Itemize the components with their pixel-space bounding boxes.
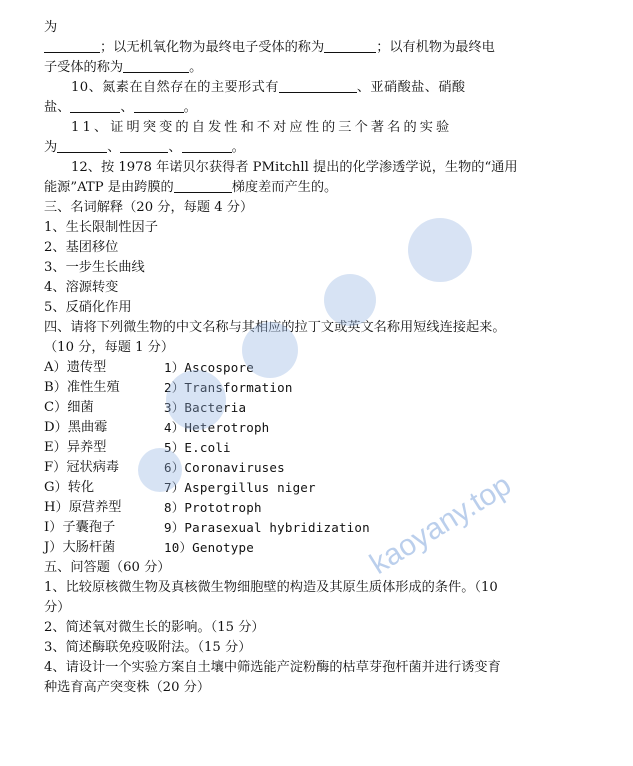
match-row bbox=[44, 538, 584, 558]
question-12 bbox=[44, 158, 584, 178]
match-row bbox=[44, 418, 584, 438]
text: 12、按 1978 年诺贝尔获得者 PMitchll 提出的化学渗透学说，生物的“通用 bbox=[71, 160, 518, 175]
text: 梯度差而产生的。 bbox=[231, 180, 338, 195]
text: 能源”ATP 是由跨膜的 bbox=[44, 180, 174, 195]
section-4-score: （10 分，每题 1 分） bbox=[44, 340, 175, 355]
text: 为 bbox=[44, 20, 58, 35]
latin-name: 8）Prototroph bbox=[164, 500, 262, 515]
fill-blank bbox=[174, 178, 232, 193]
text-line bbox=[44, 178, 584, 198]
match-row bbox=[44, 378, 584, 398]
fill-blank bbox=[44, 38, 100, 53]
term-item: 5、反硝化作用 bbox=[44, 300, 132, 315]
text: 盐、 bbox=[44, 100, 71, 115]
text: 10、氮素在自然存在的主要形式有 bbox=[71, 80, 279, 95]
match-row bbox=[44, 458, 584, 478]
question-text: 3、简述酶联免疫吸附法。（15 分） bbox=[44, 640, 252, 655]
latin-name: 4）Heterotroph bbox=[164, 420, 270, 435]
section-5-title: 五、问答题（60 分） bbox=[44, 560, 171, 575]
match-row bbox=[44, 518, 584, 538]
match-row bbox=[44, 498, 584, 518]
text: 。 bbox=[231, 140, 245, 155]
chinese-name: D）黑曲霉 bbox=[44, 420, 108, 435]
latin-name: 2）Transformation bbox=[164, 380, 293, 395]
text: 、亚硝酸盐、硝酸 bbox=[356, 80, 466, 95]
question-text: 分） bbox=[44, 600, 71, 615]
match-row bbox=[44, 438, 584, 458]
latin-name: 6）Coronaviruses bbox=[164, 460, 285, 475]
chinese-name: J）大肠杆菌 bbox=[44, 540, 116, 555]
text: ；以无机氧化物为最终电子受体的称为 bbox=[100, 40, 325, 55]
text-line bbox=[44, 138, 584, 158]
section-3-title: 三、名词解释（20 分，每题 4 分） bbox=[44, 200, 254, 215]
chinese-name: H）原营养型 bbox=[44, 500, 122, 515]
chinese-name: I）子囊孢子 bbox=[44, 520, 116, 535]
chinese-name: B）准性生殖 bbox=[44, 380, 120, 395]
fill-blank bbox=[57, 138, 107, 153]
fill-blank bbox=[324, 38, 376, 53]
section-4-title: 四、请将下列微生物的中文名称与其相应的拉丁文或英文名称用短线连接起来。 bbox=[44, 320, 506, 335]
latin-name: 1）Ascospore bbox=[164, 360, 254, 375]
text-line bbox=[44, 58, 584, 78]
term-item: 3、一步生长曲线 bbox=[44, 260, 145, 275]
text-line bbox=[44, 98, 584, 118]
latin-name: 3）Bacteria bbox=[164, 400, 247, 415]
question-text: 1、比较原核微生物及真核微生物细胞壁的构造及其原生质体形成的条件。（10 bbox=[44, 580, 498, 595]
match-row bbox=[44, 478, 584, 498]
fill-blank bbox=[182, 138, 232, 153]
text: 。 bbox=[189, 60, 203, 75]
chinese-name: E）异养型 bbox=[44, 440, 107, 455]
latin-name: 9）Parasexual hybridization bbox=[164, 520, 370, 535]
text: 、 bbox=[120, 100, 134, 115]
chinese-name: C）细菌 bbox=[44, 400, 94, 415]
match-row bbox=[44, 398, 584, 418]
latin-name: 10）Genotype bbox=[164, 540, 254, 555]
term-item: 4、溶源转变 bbox=[44, 280, 119, 295]
text: 为 bbox=[44, 140, 58, 155]
chinese-name: A）遗传型 bbox=[44, 360, 107, 375]
exam-page bbox=[44, 18, 584, 698]
watermark-text: kaoyany.top bbox=[364, 468, 518, 581]
fill-blank bbox=[279, 78, 357, 93]
term-item: 1、生长限制性因子 bbox=[44, 220, 158, 235]
question-11 bbox=[44, 118, 584, 138]
chinese-name: F）冠状病毒 bbox=[44, 460, 120, 475]
question-10 bbox=[44, 78, 584, 98]
text-line bbox=[44, 38, 584, 58]
text-line bbox=[44, 18, 584, 38]
text: ；以有机物为最终电 bbox=[376, 40, 495, 55]
latin-name: 7）Aspergillus niger bbox=[164, 480, 316, 495]
text: 。 bbox=[183, 100, 197, 115]
term-item: 2、基团移位 bbox=[44, 240, 119, 255]
match-row bbox=[44, 358, 584, 378]
text: 、 bbox=[168, 140, 182, 155]
chinese-name: G）转化 bbox=[44, 480, 95, 495]
latin-name: 5）E.coli bbox=[164, 440, 231, 455]
fill-blank bbox=[120, 138, 168, 153]
text: 11、证明突变的自发性和不对应性的三个著名的实验 bbox=[71, 120, 453, 135]
question-text: 种选育高产突变株（20 分） bbox=[44, 680, 211, 695]
text: 子受体的称为 bbox=[44, 60, 124, 75]
question-text: 2、简述氧对微生长的影响。（15 分） bbox=[44, 620, 265, 635]
question-text: 4、请设计一个实验方案自土壤中筛选能产淀粉酶的枯草芽孢杆菌并进行诱变育 bbox=[44, 660, 501, 675]
fill-blank bbox=[134, 98, 184, 113]
fill-blank bbox=[70, 98, 120, 113]
fill-blank bbox=[123, 58, 189, 73]
text: 、 bbox=[107, 140, 121, 155]
